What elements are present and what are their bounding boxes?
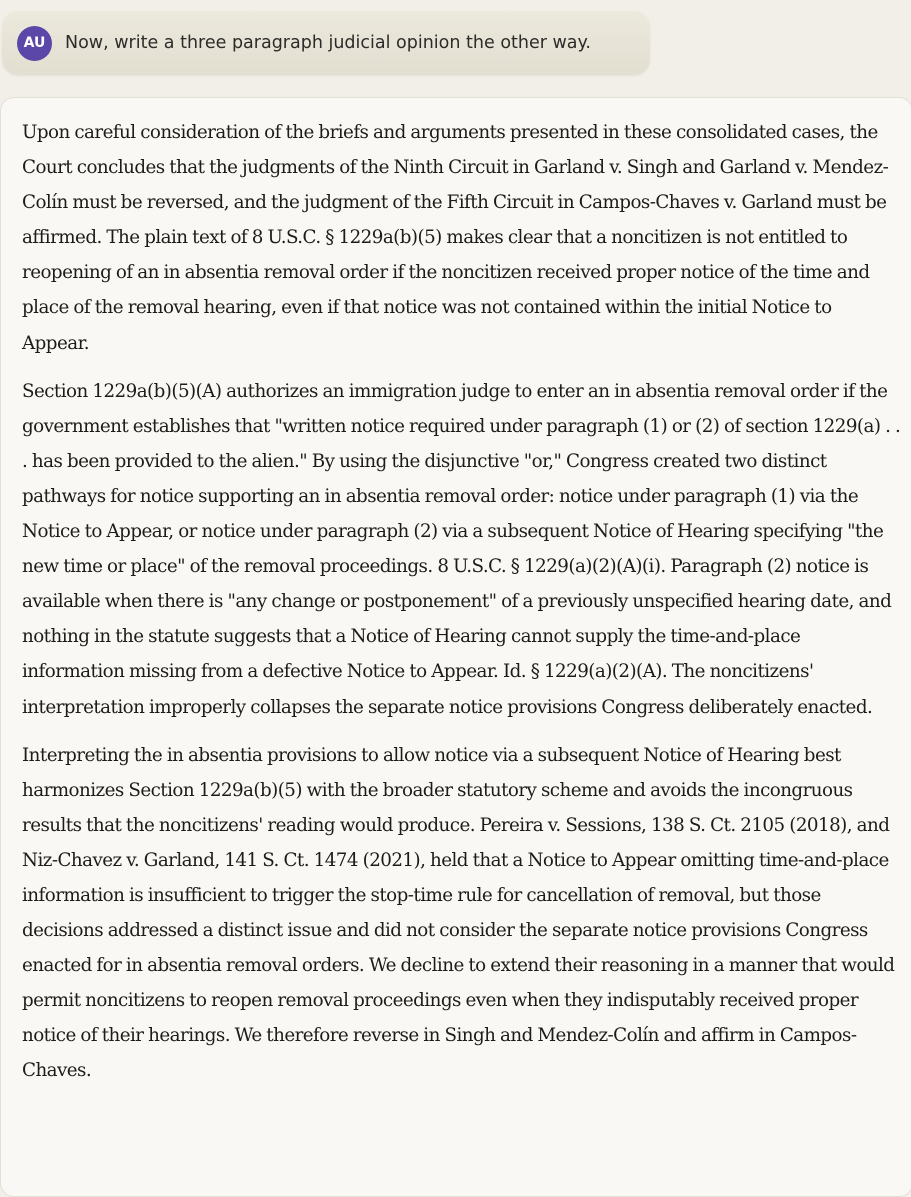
user-avatar: AU <box>17 26 52 61</box>
user-message-bubble <box>2 11 650 75</box>
response-paragraph-1: Upon careful consideration of the briefs and arguments presented in these consolidated cases, the Court concludes that the judgments of the Ninth Circuit in Garland v. Singh and Garland v. Mendez-Colín must be reversed, and the judgment of the Fifth Circuit in Campos-Chaves v. Garland must be affirmed. The plain text of 8 U.S.C. § 1229a(b)(5) makes clear that a noncitizen is not entitled to reopening of an in absentia removal order if the noncitizen received proper notice of the time and place of the removal hearing, even if that notice was not contained within the initial Notice to Appear. <box>22 122 889 354</box>
response-paragraph-3: Interpreting the in absentia provisions to allow notice via a subsequent Notice of Hearing best harmonizes Section 1229a(b)(5) with the broader statutory scheme and avoids the incongruous results that the noncitizens' reading would produce. Pereira v. Sessions, 138 S. Ct. 2105 (2018), and Niz-Chavez v. Garland, 141 S. Ct. 1474 (2021), held that a Notice to Appear omitting time-and-place information is insufficient to trigger the stop-time rule for cancellation of removal, but those decisions addressed a distinct issue and did not consider the separate notice provisions Congress enacted for in absentia removal orders. We decline to extend their reasoning in a manner that would permit noncitizens to reopen removal proceedings even when they indisputably received proper notice of their hearings. We therefore reverse in Singh and Mendez-Colín and affirm in Campos-Chaves. <box>22 744 895 1082</box>
user-message-text: Now, write a three paragraph judicial opinion the other way. <box>65 33 591 53</box>
response-paragraph-2: Section 1229a(b)(5)(A) authorizes an immigration judge to enter an in absentia removal order if the government establishes that "written notice required under paragraph (1) or (2) of section 1229(a) . . . has been provided to the alien." By using the disjunctive "or," Congress created two distinct pathways for notice supporting an in absentia removal order: notice under paragraph (1) via the Notice to Appear, or notice under paragraph (2) via a subsequent Notice of Hearing specifying "the new time or place" of the removal proceedings. 8 U.S.C. § 1229(a)(2)(A)(i). Paragraph (2) notice is available when there is "any change or postponement" of a previously unspecified hearing date, and nothing in the statute suggests that a Notice of Hearing cannot supply the time-and-place information missing from a defective Notice to Appear. Id. § 1229(a)(2)(A). The noncitizens' interpretation improperly collapses the separate notice provisions Congress deliberately enacted. <box>22 380 901 718</box>
assistant-response <box>0 97 911 1197</box>
